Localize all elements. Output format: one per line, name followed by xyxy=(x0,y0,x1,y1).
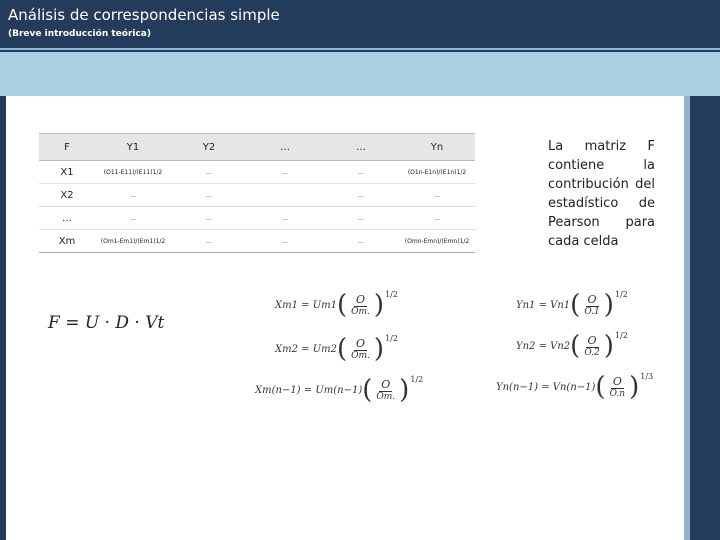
denominator: Om. xyxy=(376,392,396,402)
equation-x1 xyxy=(275,290,398,320)
equation-y2 xyxy=(516,331,628,361)
numerator: O xyxy=(587,334,597,347)
open-paren: ( xyxy=(362,375,373,405)
table-row xyxy=(39,161,475,184)
header-cell: F xyxy=(39,134,95,161)
table-cell: … xyxy=(323,161,399,184)
close-paren: ) xyxy=(373,290,385,320)
table-cell: (O11-E11)/(E11)1/2 xyxy=(95,161,171,184)
table-cell: … xyxy=(171,161,247,184)
numerator: O xyxy=(381,378,391,391)
fraction xyxy=(582,293,601,317)
table-cell: … xyxy=(171,184,247,207)
equation-xn xyxy=(255,375,423,405)
table-cell: … xyxy=(323,184,399,207)
equation-lhs: Yn1 = Vn1 xyxy=(516,299,571,311)
table-cell: … xyxy=(247,207,323,230)
fraction xyxy=(349,337,372,361)
denominator: O.n xyxy=(609,389,626,399)
exponent: 1/3 xyxy=(640,372,654,381)
table-cell: … xyxy=(399,184,475,207)
header-cell: … xyxy=(247,134,323,161)
side-explanation: La matriz F contiene la contribución del estadístico de Pearson para cada celda xyxy=(548,139,655,249)
denominator: O.2 xyxy=(584,348,600,358)
equation-lhs: Xm1 = Um1 xyxy=(275,299,337,311)
fraction xyxy=(582,334,601,358)
fraction xyxy=(608,375,628,399)
exponent: 1/2 xyxy=(614,290,628,299)
table-cell: … xyxy=(323,207,399,230)
equation-x2 xyxy=(275,334,398,364)
right-frame xyxy=(690,96,720,540)
table-cell: … xyxy=(323,230,399,253)
open-paren: ( xyxy=(336,290,348,320)
equation-lhs: Yn(n−1) = Vn(n−1) xyxy=(496,381,596,393)
table-cell: … xyxy=(171,230,247,253)
exponent: 1/2 xyxy=(385,334,398,343)
exponent: 1/2 xyxy=(410,375,424,384)
numerator: O xyxy=(587,293,597,306)
table-cell: … xyxy=(95,207,171,230)
contribution-table xyxy=(39,133,475,253)
open-paren: ( xyxy=(570,290,581,320)
denominator: Om. xyxy=(351,351,370,361)
equation-lhs: Xm(n−1) = Um(n−1) xyxy=(255,384,363,396)
table-cell: … xyxy=(171,207,247,230)
denominator: O.1 xyxy=(584,307,600,317)
row-label: X2 xyxy=(39,184,95,207)
exponent: 1/2 xyxy=(614,331,628,340)
close-paren: ) xyxy=(603,290,614,320)
table-cell: (Omn-Emn)/(Emn)1/2 xyxy=(399,230,475,253)
close-paren: ) xyxy=(629,372,640,402)
table-cell: (Om1-Em1)/(Em1)1/2 xyxy=(95,230,171,253)
header-cell: Y2 xyxy=(171,134,247,161)
exponent: 1/2 xyxy=(385,290,398,299)
header-cell: Y1 xyxy=(95,134,171,161)
row-label: Xm xyxy=(39,230,95,253)
fraction xyxy=(349,293,372,317)
table-row xyxy=(39,207,475,230)
open-paren: ( xyxy=(595,372,606,402)
fraction xyxy=(374,378,397,402)
table-cell: … xyxy=(399,207,475,230)
header-band xyxy=(0,52,720,96)
table-row xyxy=(39,184,475,207)
close-paren: ) xyxy=(399,375,410,405)
close-paren: ) xyxy=(603,331,614,361)
svd-equation: F = U · D · Vt xyxy=(48,313,165,333)
denominator: Om. xyxy=(351,307,370,317)
numerator: O xyxy=(356,337,366,350)
numerator: O xyxy=(612,375,622,388)
open-paren: ( xyxy=(570,331,581,361)
slide-title: Análisis de correspondencias simple xyxy=(8,6,280,24)
table-cell: … xyxy=(247,230,323,253)
title-bar-stripe xyxy=(0,48,720,50)
table-row xyxy=(39,230,475,253)
title-bar xyxy=(0,0,720,52)
equation-yn xyxy=(496,372,653,402)
equation-lhs: Xm2 = Um2 xyxy=(275,343,337,355)
equation-lhs: Yn2 = Vn2 xyxy=(516,340,571,352)
table-cell: … xyxy=(247,161,323,184)
numerator: O xyxy=(356,293,366,306)
header-cell: … xyxy=(323,134,399,161)
close-paren: ) xyxy=(373,334,385,364)
row-label: X1 xyxy=(39,161,95,184)
row-label: … xyxy=(39,207,95,230)
table-header-row xyxy=(39,134,475,161)
slide-subtitle: (Breve introducción teórica) xyxy=(8,29,151,39)
header-cell: Yn xyxy=(399,134,475,161)
table-cell: (O1n-E1n)/(E1n)1/2 xyxy=(399,161,475,184)
equation-y1 xyxy=(516,290,628,320)
table-cell: … xyxy=(95,184,171,207)
table-cell xyxy=(247,184,323,207)
open-paren: ( xyxy=(336,334,348,364)
